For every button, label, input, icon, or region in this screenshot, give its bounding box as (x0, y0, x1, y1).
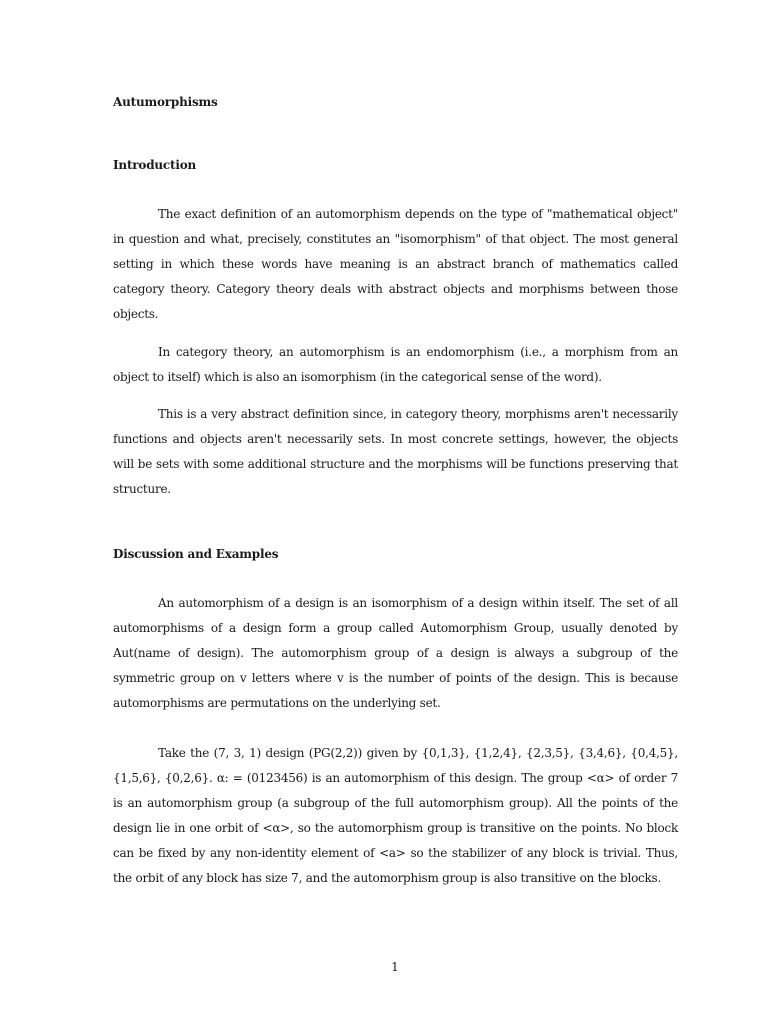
paragraph (113, 202, 678, 327)
paragraph-text: This is a very abstract definition since, in category theory, morphisms aren't necessarily functions and objects aren't necessarily sets. In most concrete settings, however, the objects will be sets with some additional structure and the morphisms will be functions preserving that structure. (113, 407, 678, 496)
paragraph-text: The exact definition of an automorphism depends on the type of "mathematical object" in question and what, precisely, constitutes an "isomorphism" of that object. The most general setting in which these words have meaning is an abstract branch of mathematics called category theory. Category theory deals with abstract objects and morphisms between those objects. (113, 207, 678, 321)
document-title: Autumorphisms (113, 95, 218, 109)
paragraph (113, 591, 678, 716)
section-heading-introduction: Introduction (113, 158, 197, 172)
paragraph (113, 402, 678, 502)
paragraph-text: Take the (7, 3, 1) design (PG(2,2)) given by {0,1,3}, {1,2,4}, {2,3,5}, {3,4,6}, {0,4,5}, {1,5,6}, {0,2,6}. α: = (0123456) is an automorphism of this design. The group <α> of order 7 is an automorphism group (a subgroup of the full automorphism group). All the points of the design lie in one orbit of <α>, so the automorphism group is transitive on the points. No block can be fixed by any non-identity element of <a> so the stabilizer of any block is trivial. Thus, the orbit of any block has size 7, and the automorphism group is also transitive on the blocks. (113, 746, 678, 885)
paragraph-text: In category theory, an automorphism is an endomorphism (i.e., a morphism from an object to itself) which is also an isomorphism (in the categorical sense of the word). (113, 345, 678, 384)
paragraph (113, 340, 678, 390)
paragraph (113, 741, 678, 891)
section-heading-discussion: Discussion and Examples (113, 547, 279, 561)
paragraph-text: An automorphism of a design is an isomorphism of a design within itself. The set of all automorphisms of a design form a group called Automorphism Group, usually denoted by Aut(name of design). The automorphism group of a design is always a subgroup of the symmetric group on v letters where v is the number of points of the design. This is because automorphisms are permutations on the underlying set. (113, 596, 678, 710)
page-number: 1 (391, 960, 399, 974)
